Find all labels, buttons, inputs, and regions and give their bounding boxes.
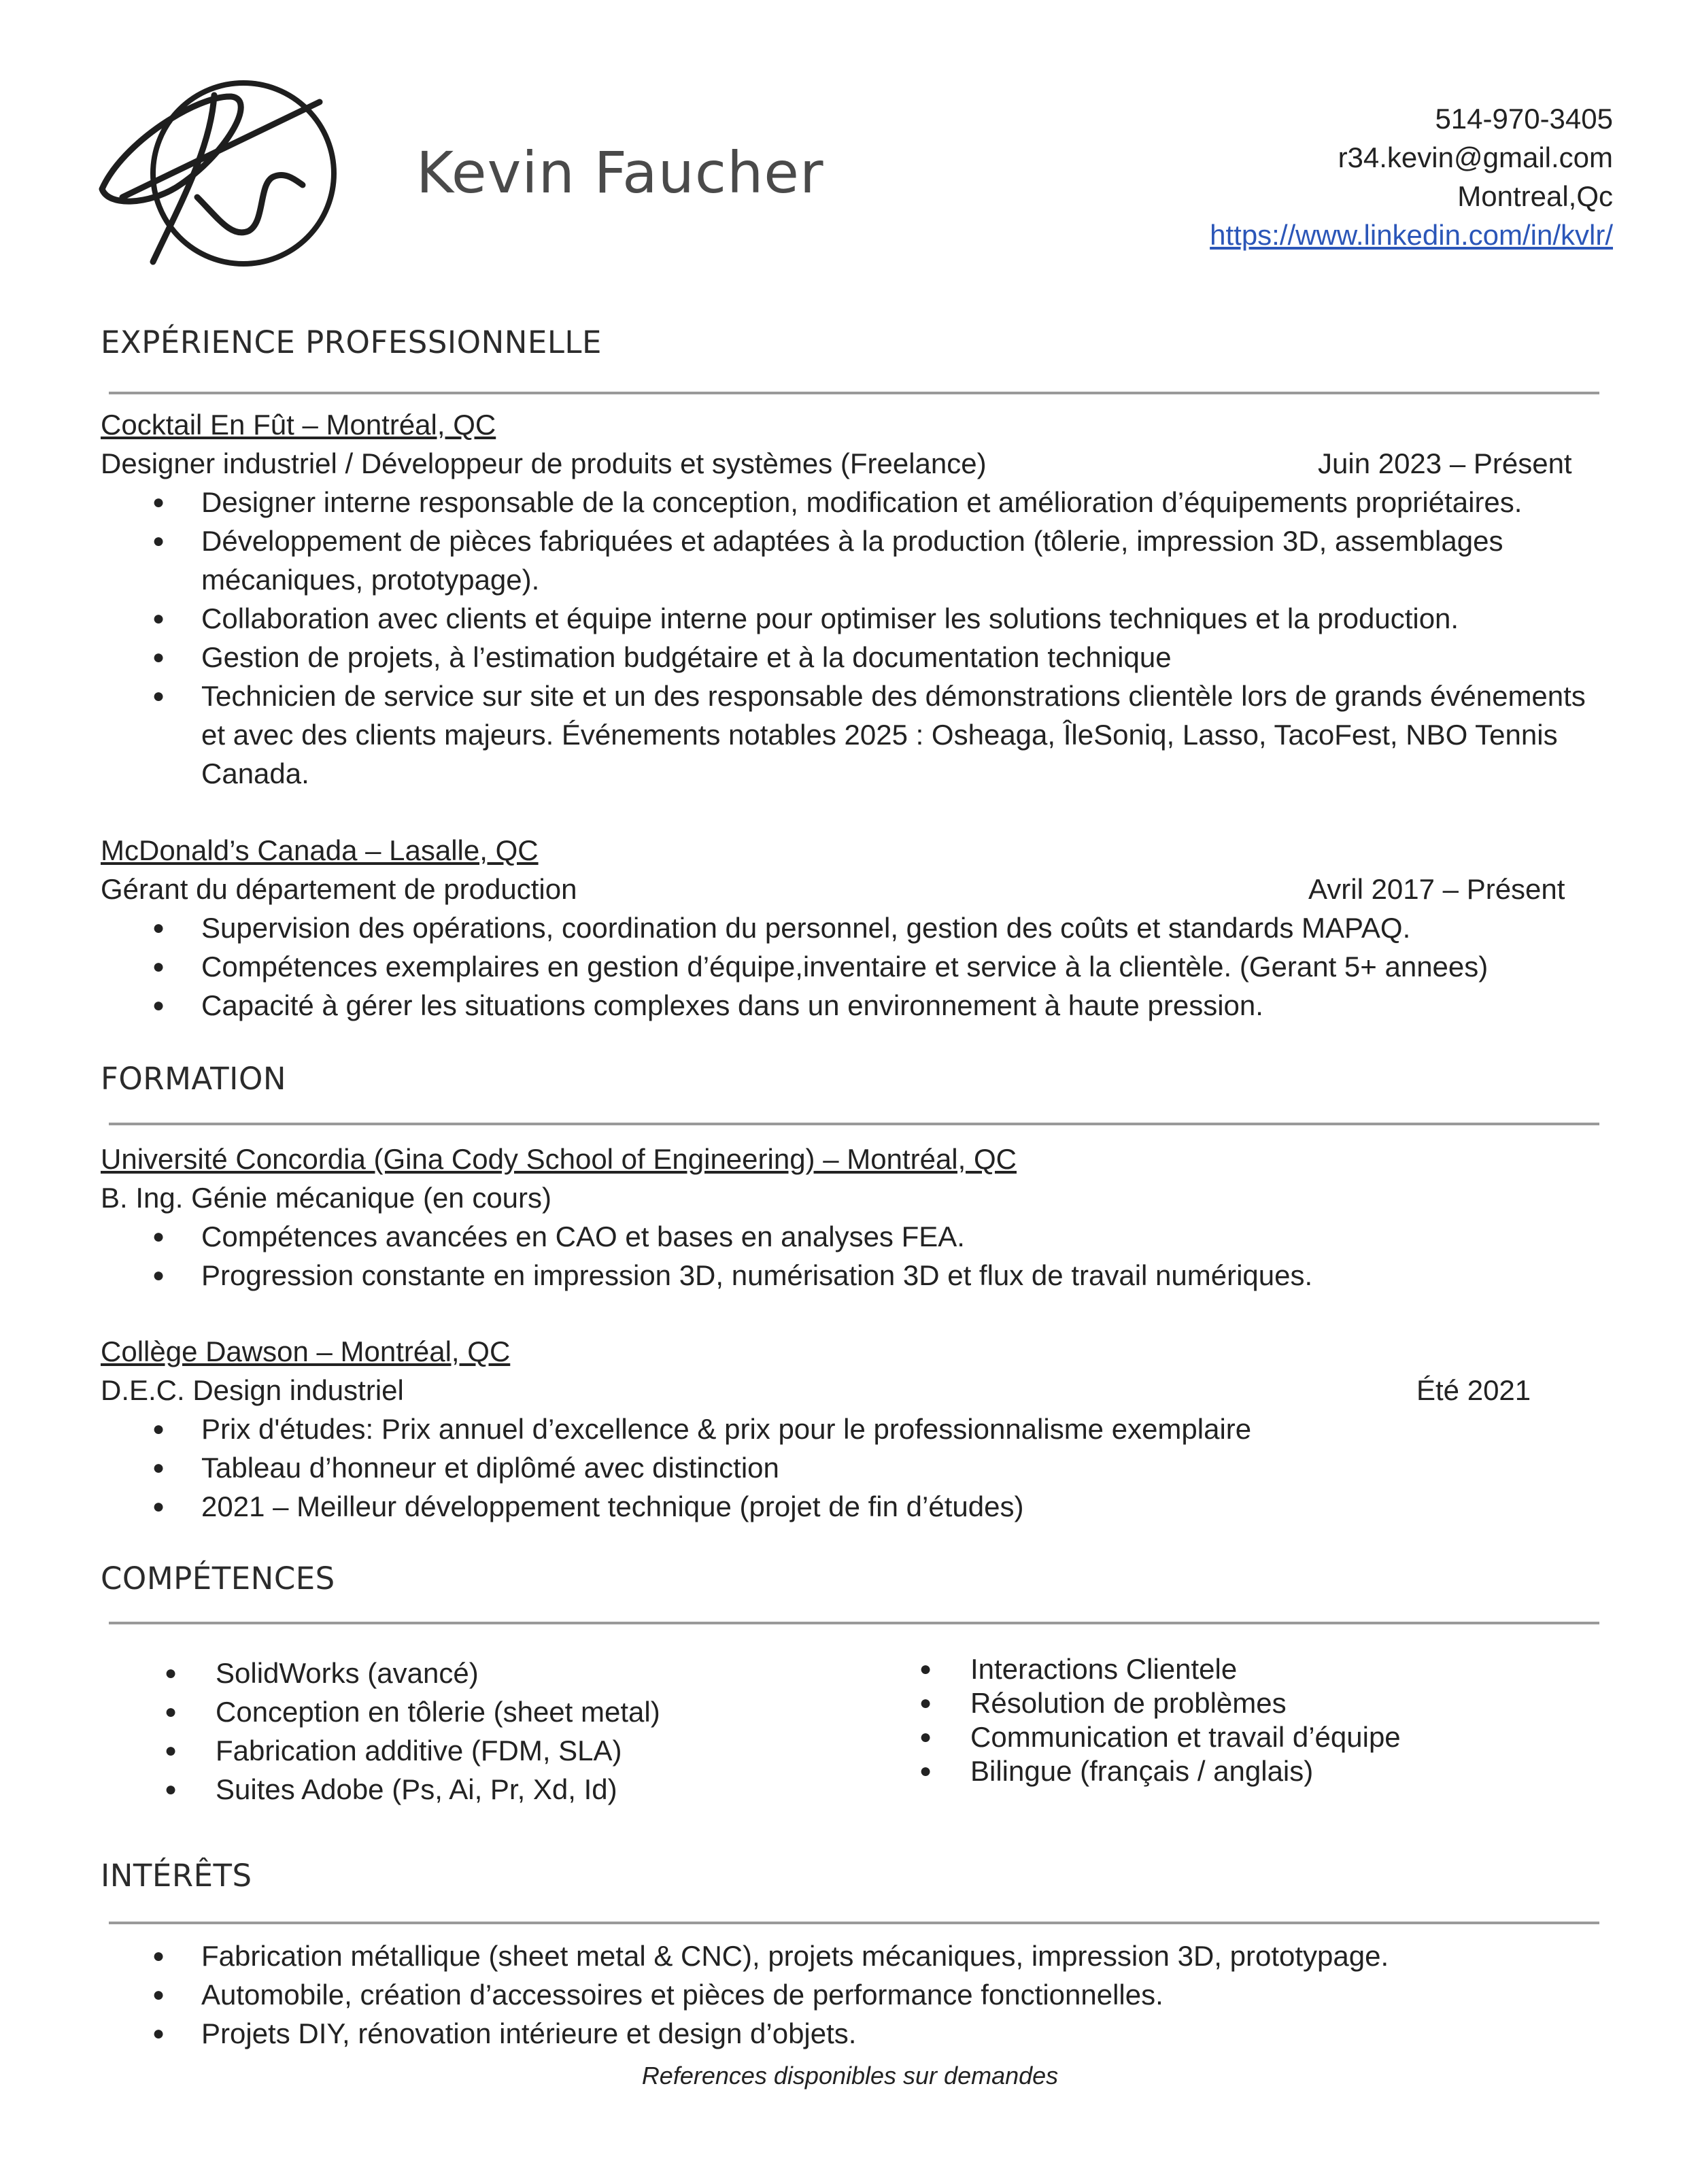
phone-number: 514-970-3405 [1435, 103, 1613, 135]
school-date: Été 2021 [1416, 1374, 1531, 1406]
job-organization: McDonald’s Canada – Lasalle, QC [101, 834, 539, 866]
interests-section-title: INTÉRÊTS [101, 1858, 252, 1894]
job-role: Designer industriel / Développeur de produits et systèmes (Freelance) [101, 447, 987, 479]
experience-section-title: EXPÉRIENCE PROFESSIONNELLE [101, 324, 602, 360]
linkedin-link[interactable]: https://www.linkedin.com/in/kvlr/ [1210, 219, 1613, 251]
list-item: ● Communication et travail d’équipe [919, 1720, 1401, 1754]
list-item: ● Designer interne responsable de la conception, modification et amélioration d’équipements propriétaires. [101, 483, 1603, 522]
school-concordia [101, 1140, 1603, 1295]
contact-info [1210, 99, 1613, 254]
school-organization: Université Concordia (Gina Cody School of Engineering) – Montréal, QC [101, 1143, 1017, 1175]
job-date: Avril 2017 – Présent [1308, 873, 1565, 905]
school-degree-line [101, 1371, 1603, 1410]
list-item: ● Fabrication métallique (sheet metal & CNC), projets mécaniques, impression 3D, prototypage. [101, 1936, 1603, 1975]
list-item: ● Conception en tôlerie (sheet metal) [165, 1692, 660, 1731]
interests-bullets [101, 1936, 1603, 2053]
job-date: Juin 2023 – Présent [1318, 447, 1572, 479]
skills-divider [109, 1622, 1599, 1624]
list-item: ● Collaboration avec clients et équipe interne pour optimiser les solutions techniques et la production. [101, 599, 1603, 638]
school-organization: Collège Dawson – Montréal, QC [101, 1335, 511, 1367]
job-role-line [101, 870, 1603, 908]
skills-left-column [165, 1654, 660, 1809]
school-bullets [101, 1217, 1603, 1295]
skills-section-title: COMPÉTENCES [101, 1560, 335, 1597]
experience-divider [109, 392, 1599, 394]
list-item: ● Bilingue (français / anglais) [919, 1754, 1401, 1788]
email-address: r34.kevin@gmail.com [1338, 141, 1613, 173]
list-item: ● Prix d'études: Prix annuel d’excellence & prix pour le professionnalisme exemplaire [101, 1410, 1603, 1448]
skills-right-column [919, 1652, 1401, 1788]
school-degree: B. Ing. Génie mécanique (en cours) [101, 1182, 552, 1214]
location: Montreal,Qc [1457, 180, 1613, 212]
job-cocktail-en-fut [101, 405, 1603, 793]
job-bullets [101, 483, 1603, 793]
list-item: ● Projets DIY, rénovation intérieure et design d’objets. [101, 2014, 1603, 2053]
interests-block [101, 1936, 1603, 2053]
school-degree: D.E.C. Design industriel [101, 1374, 404, 1406]
list-item: ● Progression constante en impression 3D, numérisation 3D et flux de travail numériques. [101, 1256, 1603, 1295]
list-item: ● Développement de pièces fabriquées et adaptées à la production (tôlerie, impression 3D, assemblages mécaniques, prototypage). [101, 522, 1603, 599]
list-item: ● Compétences avancées en CAO et bases en analyses FEA. [101, 1217, 1603, 1256]
list-item: ● Compétences exemplaires en gestion d’équipe,inventaire et service à la clientèle. (Gerant 5+ annees) [101, 947, 1603, 986]
signature-logo-icon [95, 68, 394, 272]
job-role-line [101, 444, 1603, 483]
list-item: ● Technicien de service sur site et un des responsable des démonstrations clientèle lors de grands événements et avec des clients majeurs. Événements notables 2025 : Osheaga, ÎleSoniq, Lasso, TacoFest, NBO Tennis Canada. [101, 677, 1603, 793]
education-divider [109, 1123, 1599, 1125]
list-item: ● Supervision des opérations, coordination du personnel, gestion des coûts et standards MAPAQ. [101, 908, 1603, 947]
references-note: References disponibles sur demandes [641, 2062, 1059, 2089]
job-organization: Cocktail En Fût – Montréal, QC [101, 409, 496, 441]
list-item: ● Fabrication additive (FDM, SLA) [165, 1731, 660, 1770]
list-item: ● Automobile, création d’accessoires et pièces de performance fonctionnelles. [101, 1975, 1603, 2014]
candidate-name: Kevin Faucher [416, 139, 824, 206]
job-mcdonalds [101, 831, 1603, 1025]
list-item: ● Suites Adobe (Ps, Ai, Pr, Xd, Id) [165, 1770, 660, 1809]
school-dawson [101, 1332, 1603, 1526]
list-item: ● Capacité à gérer les situations complexes dans un environnement à haute pression. [101, 986, 1603, 1025]
list-item: ● Interactions Clientele [919, 1652, 1401, 1686]
school-bullets [101, 1410, 1603, 1526]
list-item: ● Tableau d’honneur et diplômé avec distinction [101, 1448, 1603, 1487]
job-bullets [101, 908, 1603, 1025]
list-item: ● Gestion de projets, à l’estimation budgétaire et à la documentation technique [101, 638, 1603, 677]
list-item: ● SolidWorks (avancé) [165, 1654, 660, 1692]
list-item: ● 2021 – Meilleur développement technique (projet de fin d’études) [101, 1487, 1603, 1526]
list-item: ● Résolution de problèmes [919, 1686, 1401, 1720]
interests-divider [109, 1922, 1599, 1924]
job-role: Gérant du département de production [101, 873, 577, 905]
education-section-title: FORMATION [101, 1061, 287, 1097]
